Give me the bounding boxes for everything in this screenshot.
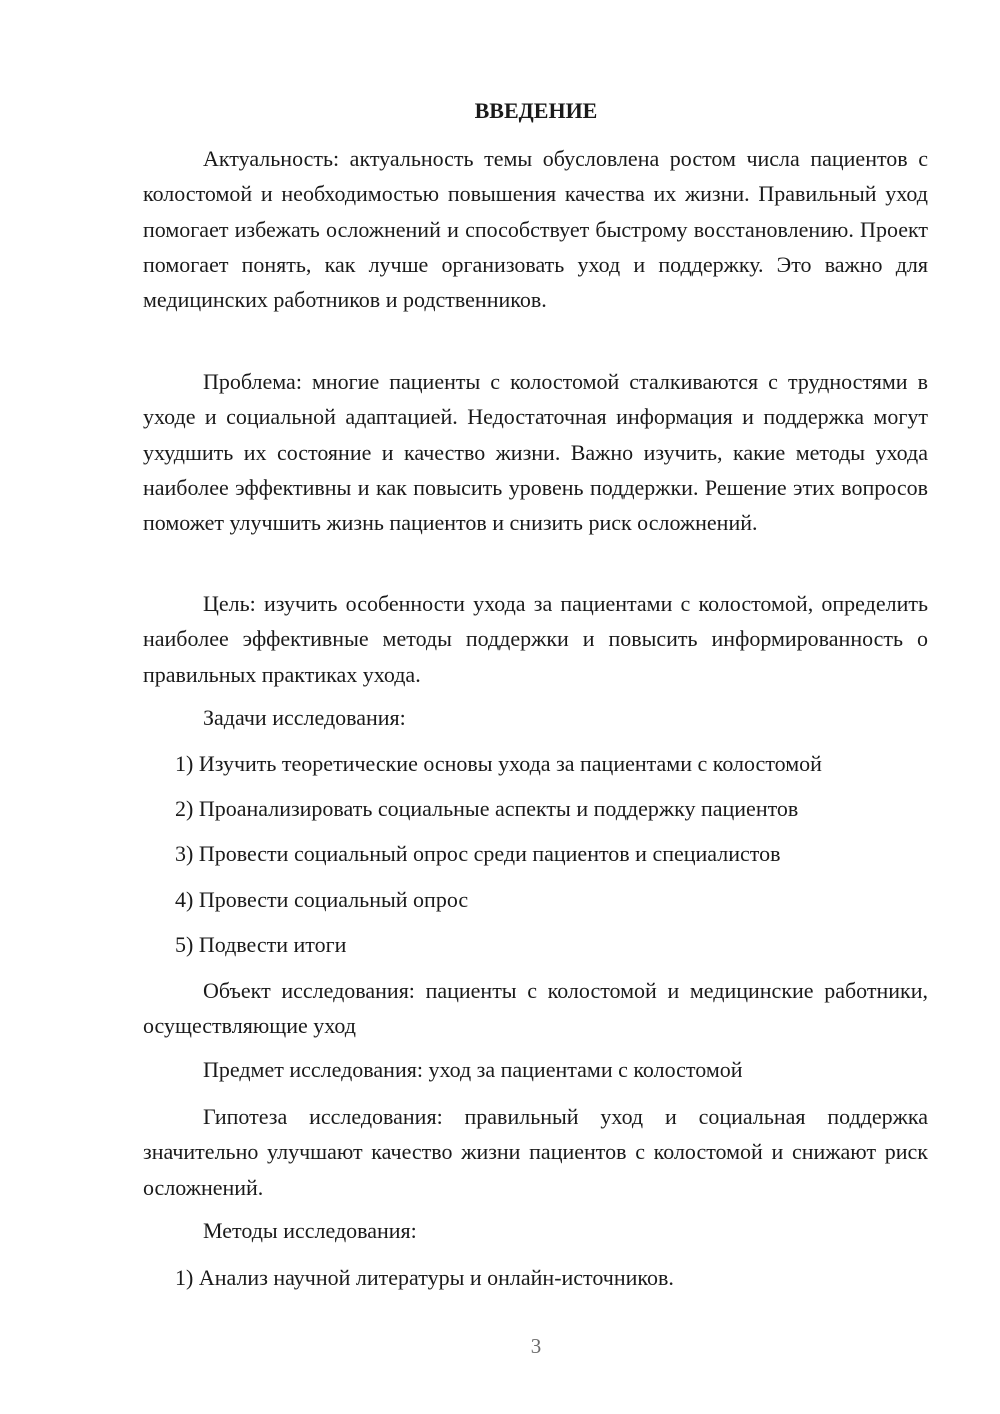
hypothesis-paragraph: Гипотеза исследования: правильный уход и социальная поддержка значительно улучшают качество жизни пациентов с колостомой и снижают риск осложнений. bbox=[143, 1104, 928, 1200]
page-title: ВВЕДЕНИЕ bbox=[474, 98, 598, 123]
task-item: 4) Провести социальный опрос bbox=[175, 887, 469, 912]
page-number: 3 bbox=[530, 1334, 542, 1358]
goal-paragraph: Цель: изучить особенности ухода за пациентами с колостомой, определить наиболее эффективные методы поддержки и повысить информированность о правильных практиках ухода. bbox=[143, 591, 928, 687]
methods-heading: Методы исследования: bbox=[203, 1218, 417, 1243]
subject-line: Предмет исследования: уход за пациентами с колостомой bbox=[203, 1057, 743, 1082]
relevance-paragraph: Актуальность: актуальность темы обусловлена ростом числа пациентов с колостомой и необходимостью повышения качества их жизни. Правильный уход помогает избежать осложнений и способствует быстрому восстановлению. Проект помогает понять, как лучше организовать уход и поддержку. Это важно для медицинских работников и родственников. bbox=[143, 146, 928, 313]
method-item: 1) Анализ научной литературы и онлайн-источников. bbox=[175, 1265, 674, 1290]
task-item: 1) Изучить теоретические основы ухода за пациентами с колостомой bbox=[175, 751, 822, 776]
tasks-heading: Задачи исследования: bbox=[203, 705, 406, 730]
task-item: 3) Провести социальный опрос среди пациентов и специалистов bbox=[175, 841, 781, 866]
object-paragraph: Объект исследования: пациенты с колостомой и медицинские работники, осуществляющие уход bbox=[143, 978, 928, 1039]
task-item: 5) Подвести итоги bbox=[175, 932, 347, 957]
problem-paragraph: Проблема: многие пациенты с колостомой сталкиваются с трудностями в уходе и социальной адаптацией. Недостаточная информация и поддержка могут ухудшить их состояние и качество жизни. Важно изучить, какие методы ухода наиболее эффективны и как повысить уровень поддержки. Решение этих вопросов поможет улучшить жизнь пациентов и снизить риск осложнений. bbox=[143, 369, 928, 536]
task-item: 2) Проанализировать социальные аспекты и поддержку пациентов bbox=[175, 796, 799, 821]
